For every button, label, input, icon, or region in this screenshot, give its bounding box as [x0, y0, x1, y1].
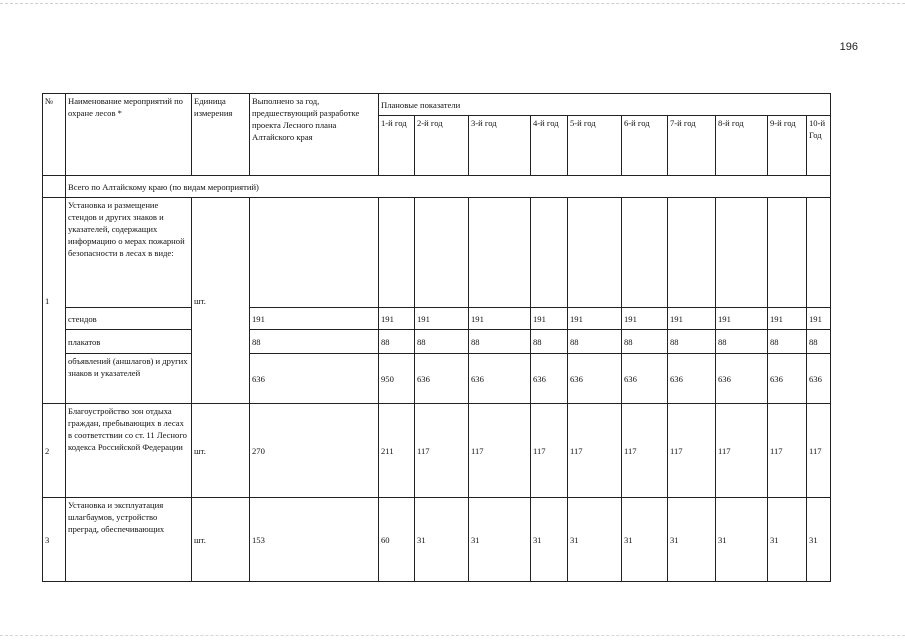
- header-year: 5-й год: [568, 116, 622, 176]
- header-unit: Единица измерения: [192, 94, 250, 176]
- row-year-value: 88: [668, 330, 716, 354]
- row-year-value: [531, 198, 568, 308]
- row-year-value: 191: [379, 308, 415, 330]
- row-done: 636: [250, 354, 379, 404]
- row-name: Установка и размещение стендов и других знаков и указателей, содержащих информацию о мерах пожарной безопасности в лесах в виде:: [66, 198, 192, 308]
- row-year-value: 636: [622, 354, 668, 404]
- row-year-value: 191: [568, 308, 622, 330]
- row-year-value: [668, 198, 716, 308]
- row-year-value: 117: [716, 404, 768, 498]
- row-name: Благоустройство зон отдыха граждан, пребывающих в лесах в соответствии со ст. 11 Лесного кодекса Российской Федерации: [66, 404, 192, 498]
- row-year-value: 191: [469, 308, 531, 330]
- row-year-value: 636: [531, 354, 568, 404]
- row-year-value: 88: [768, 330, 807, 354]
- row-year-value: 191: [622, 308, 668, 330]
- header-planned: Плановые показатели: [379, 94, 831, 116]
- header-num: №: [43, 94, 66, 176]
- table-row: [43, 498, 831, 582]
- row-year-value: 191: [807, 308, 831, 330]
- row-year-value: 88: [531, 330, 568, 354]
- row-name: Установка и эксплуатация шлагбаумов, устройство преград, обеспечивающих: [66, 498, 192, 582]
- row-year-value: 636: [469, 354, 531, 404]
- row-year-value: 117: [768, 404, 807, 498]
- row-year-value: 117: [668, 404, 716, 498]
- row-done: 270: [250, 404, 379, 498]
- table-row: [43, 308, 831, 330]
- total-row: [43, 176, 831, 198]
- row-year-value: [807, 198, 831, 308]
- row-done: 88: [250, 330, 379, 354]
- row-year-value: [379, 198, 415, 308]
- row-year-value: 117: [531, 404, 568, 498]
- row-unit: шт.: [192, 498, 250, 582]
- row-unit: шт.: [192, 404, 250, 498]
- header-year: 1-й год: [379, 116, 415, 176]
- forest-protection-table: [42, 93, 831, 582]
- header-name: Наименование мероприятий по охране лесов *: [66, 94, 192, 176]
- row-year-value: 88: [415, 330, 469, 354]
- table-row: [43, 330, 831, 354]
- row-year-value: 191: [716, 308, 768, 330]
- header-year: 4-й год: [531, 116, 568, 176]
- row-year-value: 636: [668, 354, 716, 404]
- scan-edge-top: [0, 3, 905, 4]
- table-row: [43, 198, 831, 308]
- row-num: 2: [43, 404, 66, 498]
- row-year-value: 636: [716, 354, 768, 404]
- row-done: 153: [250, 498, 379, 582]
- page-number: 196: [839, 41, 858, 53]
- row-year-value: 88: [379, 330, 415, 354]
- header-year: 2-й год: [415, 116, 469, 176]
- row-year-value: 31: [415, 498, 469, 582]
- row-year-value: 60: [379, 498, 415, 582]
- row-year-value: 88: [807, 330, 831, 354]
- row-year-value: 117: [622, 404, 668, 498]
- row-num: 1: [43, 198, 66, 404]
- total-row-label: Всего по Алтайскому краю (по видам мероприятий): [66, 176, 831, 198]
- header-year: 3-й год: [469, 116, 531, 176]
- header-year: 7-й год: [668, 116, 716, 176]
- row-done: [250, 198, 379, 308]
- header-row-1: [43, 94, 831, 116]
- row-year-value: 31: [568, 498, 622, 582]
- row-year-value: 31: [469, 498, 531, 582]
- row-year-value: 31: [531, 498, 568, 582]
- row-year-value: 31: [668, 498, 716, 582]
- row-year-value: 191: [531, 308, 568, 330]
- header-year: 9-й год: [768, 116, 807, 176]
- scan-edge-bottom: [0, 635, 905, 636]
- row-year-value: 636: [415, 354, 469, 404]
- row-year-value: 191: [768, 308, 807, 330]
- row-year-value: 636: [768, 354, 807, 404]
- row-year-value: 211: [379, 404, 415, 498]
- header-done: Выполнено за год, предшествующий разработке проекта Лесного плана Алтайского края: [250, 94, 379, 176]
- row-year-value: 31: [807, 498, 831, 582]
- row-year-value: 88: [568, 330, 622, 354]
- row-year-value: 31: [716, 498, 768, 582]
- row-year-value: 636: [807, 354, 831, 404]
- row-name: стендов: [66, 308, 192, 330]
- row-year-value: [469, 198, 531, 308]
- row-year-value: 117: [568, 404, 622, 498]
- row-done: 191: [250, 308, 379, 330]
- row-name: объявлений (аншлагов) и других знаков и указателей: [66, 354, 192, 404]
- row-year-value: 636: [568, 354, 622, 404]
- row-year-value: 31: [622, 498, 668, 582]
- row-year-value: 950: [379, 354, 415, 404]
- header-year: 6-й год: [622, 116, 668, 176]
- row-year-value: 88: [469, 330, 531, 354]
- row-year-value: [622, 198, 668, 308]
- header-year: 10-й Год: [807, 116, 831, 176]
- row-year-value: [415, 198, 469, 308]
- row-year-value: 191: [668, 308, 716, 330]
- row-year-value: [768, 198, 807, 308]
- row-year-value: 88: [716, 330, 768, 354]
- row-unit: шт.: [192, 198, 250, 404]
- row-num: 3: [43, 498, 66, 582]
- row-year-value: 191: [415, 308, 469, 330]
- table-row: [43, 354, 831, 404]
- row-year-value: 31: [768, 498, 807, 582]
- row-year-value: 117: [469, 404, 531, 498]
- row-year-value: 88: [622, 330, 668, 354]
- header-year: 8-й год: [716, 116, 768, 176]
- row-name: плакатов: [66, 330, 192, 354]
- row-year-value: 117: [415, 404, 469, 498]
- total-row-num: [43, 176, 66, 198]
- table-row: [43, 404, 831, 498]
- row-year-value: [568, 198, 622, 308]
- row-year-value: 117: [807, 404, 831, 498]
- row-year-value: [716, 198, 768, 308]
